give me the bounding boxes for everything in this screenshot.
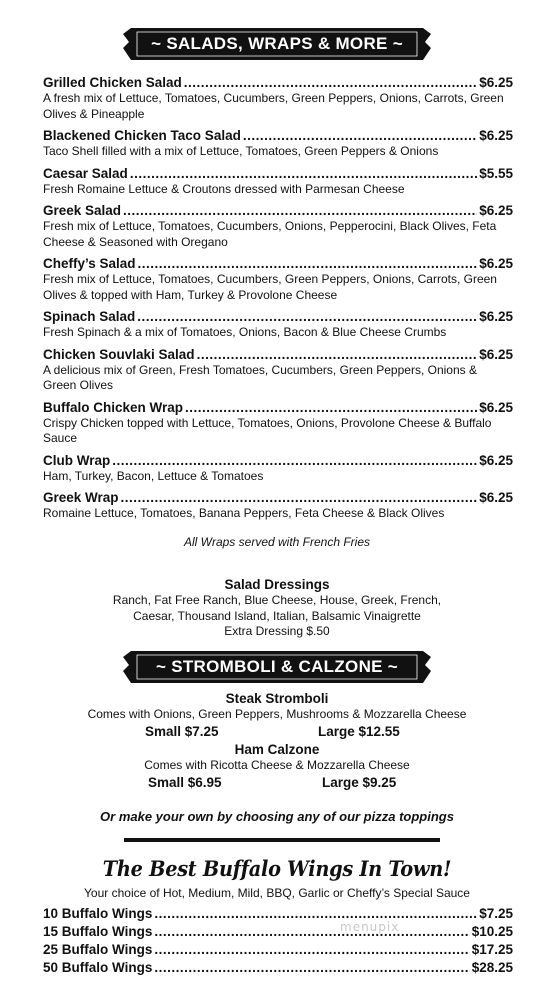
leader-dots: [154, 941, 469, 958]
item-name: Ham Calzone: [234, 742, 320, 757]
menu-item: [43, 308, 513, 341]
leader-dots: [138, 255, 478, 272]
leader-dots: [130, 165, 477, 182]
large-price: Large $9.25: [322, 775, 397, 790]
dressings-block: [0, 576, 554, 640]
leader-dots: [184, 74, 477, 91]
divider: [124, 838, 440, 842]
menu-item: [43, 127, 513, 160]
item-name: Cheffy’s Salad: [43, 256, 136, 271]
item-name: 25 Buffalo Wings: [43, 942, 153, 957]
wings-title: The Best Buffalo Wings In Town!: [102, 856, 452, 881]
item-price: $6.25: [479, 128, 513, 143]
leader-dots: [154, 923, 469, 940]
item-description: A fresh mix of Lettuce, Tomatoes, Cucumbers, Green Peppers, Onions, Carrots, Green Olives & Pineapple: [43, 91, 504, 121]
leader-dots: [197, 346, 478, 363]
item-price: $17.25: [471, 942, 513, 957]
item-description: A delicious mix of Green, Fresh Tomatoes, Cucumbers, Green Peppers, Onions & Green Olives: [43, 362, 477, 392]
wings-sauces: Your choice of Hot, Medium, Mild, BBQ, Garlic or Cheffy’s Special Sauce: [84, 886, 470, 900]
wraps-note: All Wraps served with French Fries: [183, 535, 371, 549]
menu-item: [43, 452, 513, 485]
small-price: Small $6.95: [148, 775, 222, 790]
item-description: Romaine Lettuce, Tomatoes, Banana Peppers, Feta Cheese & Black Olives: [43, 506, 445, 520]
dressings-line: Caesar, Thousand Island, Italian, Balsamic Vinaigrette: [133, 608, 421, 623]
item-name: Caesar Salad: [43, 165, 128, 181]
item-description: Fresh mix of Lettuce, Tomatoes, Cucumbers, Green Peppers, Onions, Carrots, Green Olives & topped with Ham, Turkey & Provolone Cheese: [43, 272, 497, 302]
menu-item: [43, 74, 513, 122]
menu-item: [43, 346, 513, 394]
menu-item: [43, 202, 513, 250]
menu-item: [43, 905, 513, 922]
menu-item: [43, 165, 513, 198]
item-name: 50 Buffalo Wings: [43, 960, 153, 975]
salads-section-title: ~ SALADS, WRAPS & MORE ~: [151, 34, 403, 53]
leader-dots: [154, 959, 469, 976]
menu-item: [43, 399, 513, 447]
stromboli-banner: [0, 649, 554, 685]
item-name: Greek Wrap: [43, 490, 119, 505]
item-description: Fresh Romaine Lettuce & Croutons dressed with Parmesan Cheese: [43, 181, 405, 196]
dressings-title: Salad Dressings: [224, 577, 330, 592]
dressings-line: Ranch, Fat Free Ranch, Blue Cheese, House, Greek, French,: [112, 593, 442, 607]
item-description: Comes with Ricotta Cheese & Mozzarella Cheese: [144, 758, 410, 772]
item-name: Chicken Souvlaki Salad: [43, 346, 195, 362]
item-price: $6.25: [479, 256, 513, 271]
item-description: Fresh Spinach & a mix of Tomatoes, Onions, Bacon & Blue Cheese Crumbs: [43, 325, 447, 339]
item-name: Blackened Chicken Taco Salad: [43, 128, 241, 143]
item-name: Grilled Chicken Salad: [43, 75, 182, 90]
item-price: $5.55: [479, 165, 513, 181]
item-price: $6.25: [479, 452, 513, 468]
item-name: 15 Buffalo Wings: [43, 924, 153, 939]
calzone-item: [0, 741, 554, 774]
item-name: Spinach Salad: [43, 309, 136, 324]
item-price: $6.25: [479, 203, 513, 218]
salads-banner: [0, 26, 554, 62]
item-price: $6.25: [479, 75, 513, 90]
item-description: Taco Shell filled with a mix of Lettuce, Tomatoes, Green Peppers & Onions: [43, 144, 439, 158]
leader-dots: [121, 489, 478, 506]
leader-dots: [185, 399, 477, 416]
item-price: $10.25: [471, 924, 513, 939]
salads-item-list: [43, 74, 513, 527]
large-price: Large $12.55: [318, 724, 400, 739]
stromboli-item: [0, 690, 554, 723]
item-price: $6.25: [479, 490, 513, 505]
menu-item: [43, 923, 513, 940]
item-name: Greek Salad: [43, 203, 122, 218]
extra-dressing-price: Extra Dressing $.50: [224, 624, 330, 638]
leader-dots: [137, 308, 477, 325]
item-name: Club Wrap: [43, 452, 111, 468]
item-description: Ham, Turkey, Bacon, Lettuce & Tomatoes: [43, 468, 264, 483]
item-description: Crispy Chicken topped with Lettuce, Tomatoes, Onions, Provolone Cheese & Buffalo Sauce: [43, 415, 492, 445]
menu-item: [43, 959, 513, 976]
menu-item: [43, 489, 513, 522]
item-description: Comes with Onions, Green Peppers, Mushrooms & Mozzarella Cheese: [87, 707, 467, 721]
watermark: menupix: [340, 920, 400, 934]
item-price: $6.25: [479, 399, 513, 415]
item-name: 10 Buffalo Wings: [43, 906, 153, 921]
leader-dots: [112, 452, 477, 469]
item-name: Steak Stromboli: [225, 691, 329, 706]
small-price: Small $7.25: [145, 724, 219, 739]
wings-item-list: [43, 905, 513, 977]
menu-item: [43, 255, 513, 303]
make-your-own-note: Or make your own by choosing any of our pizza toppings: [100, 809, 454, 824]
item-price: $7.25: [479, 906, 513, 921]
leader-dots: [123, 202, 477, 219]
item-name: Buffalo Chicken Wrap: [43, 399, 184, 415]
item-price: $6.25: [479, 309, 513, 324]
stromboli-section-title: ~ STROMBOLI & CALZONE ~: [155, 657, 399, 676]
item-price: $6.25: [479, 346, 513, 362]
item-price: $28.25: [471, 960, 513, 975]
leader-dots: [243, 127, 477, 144]
item-description: Fresh mix of Lettuce, Tomatoes, Cucumbers, Onions, Pepperocini, Black Olives, Feta Cheese & Seasoned with Oregano: [43, 219, 497, 249]
leader-dots: [154, 905, 477, 922]
menu-item: [43, 941, 513, 958]
